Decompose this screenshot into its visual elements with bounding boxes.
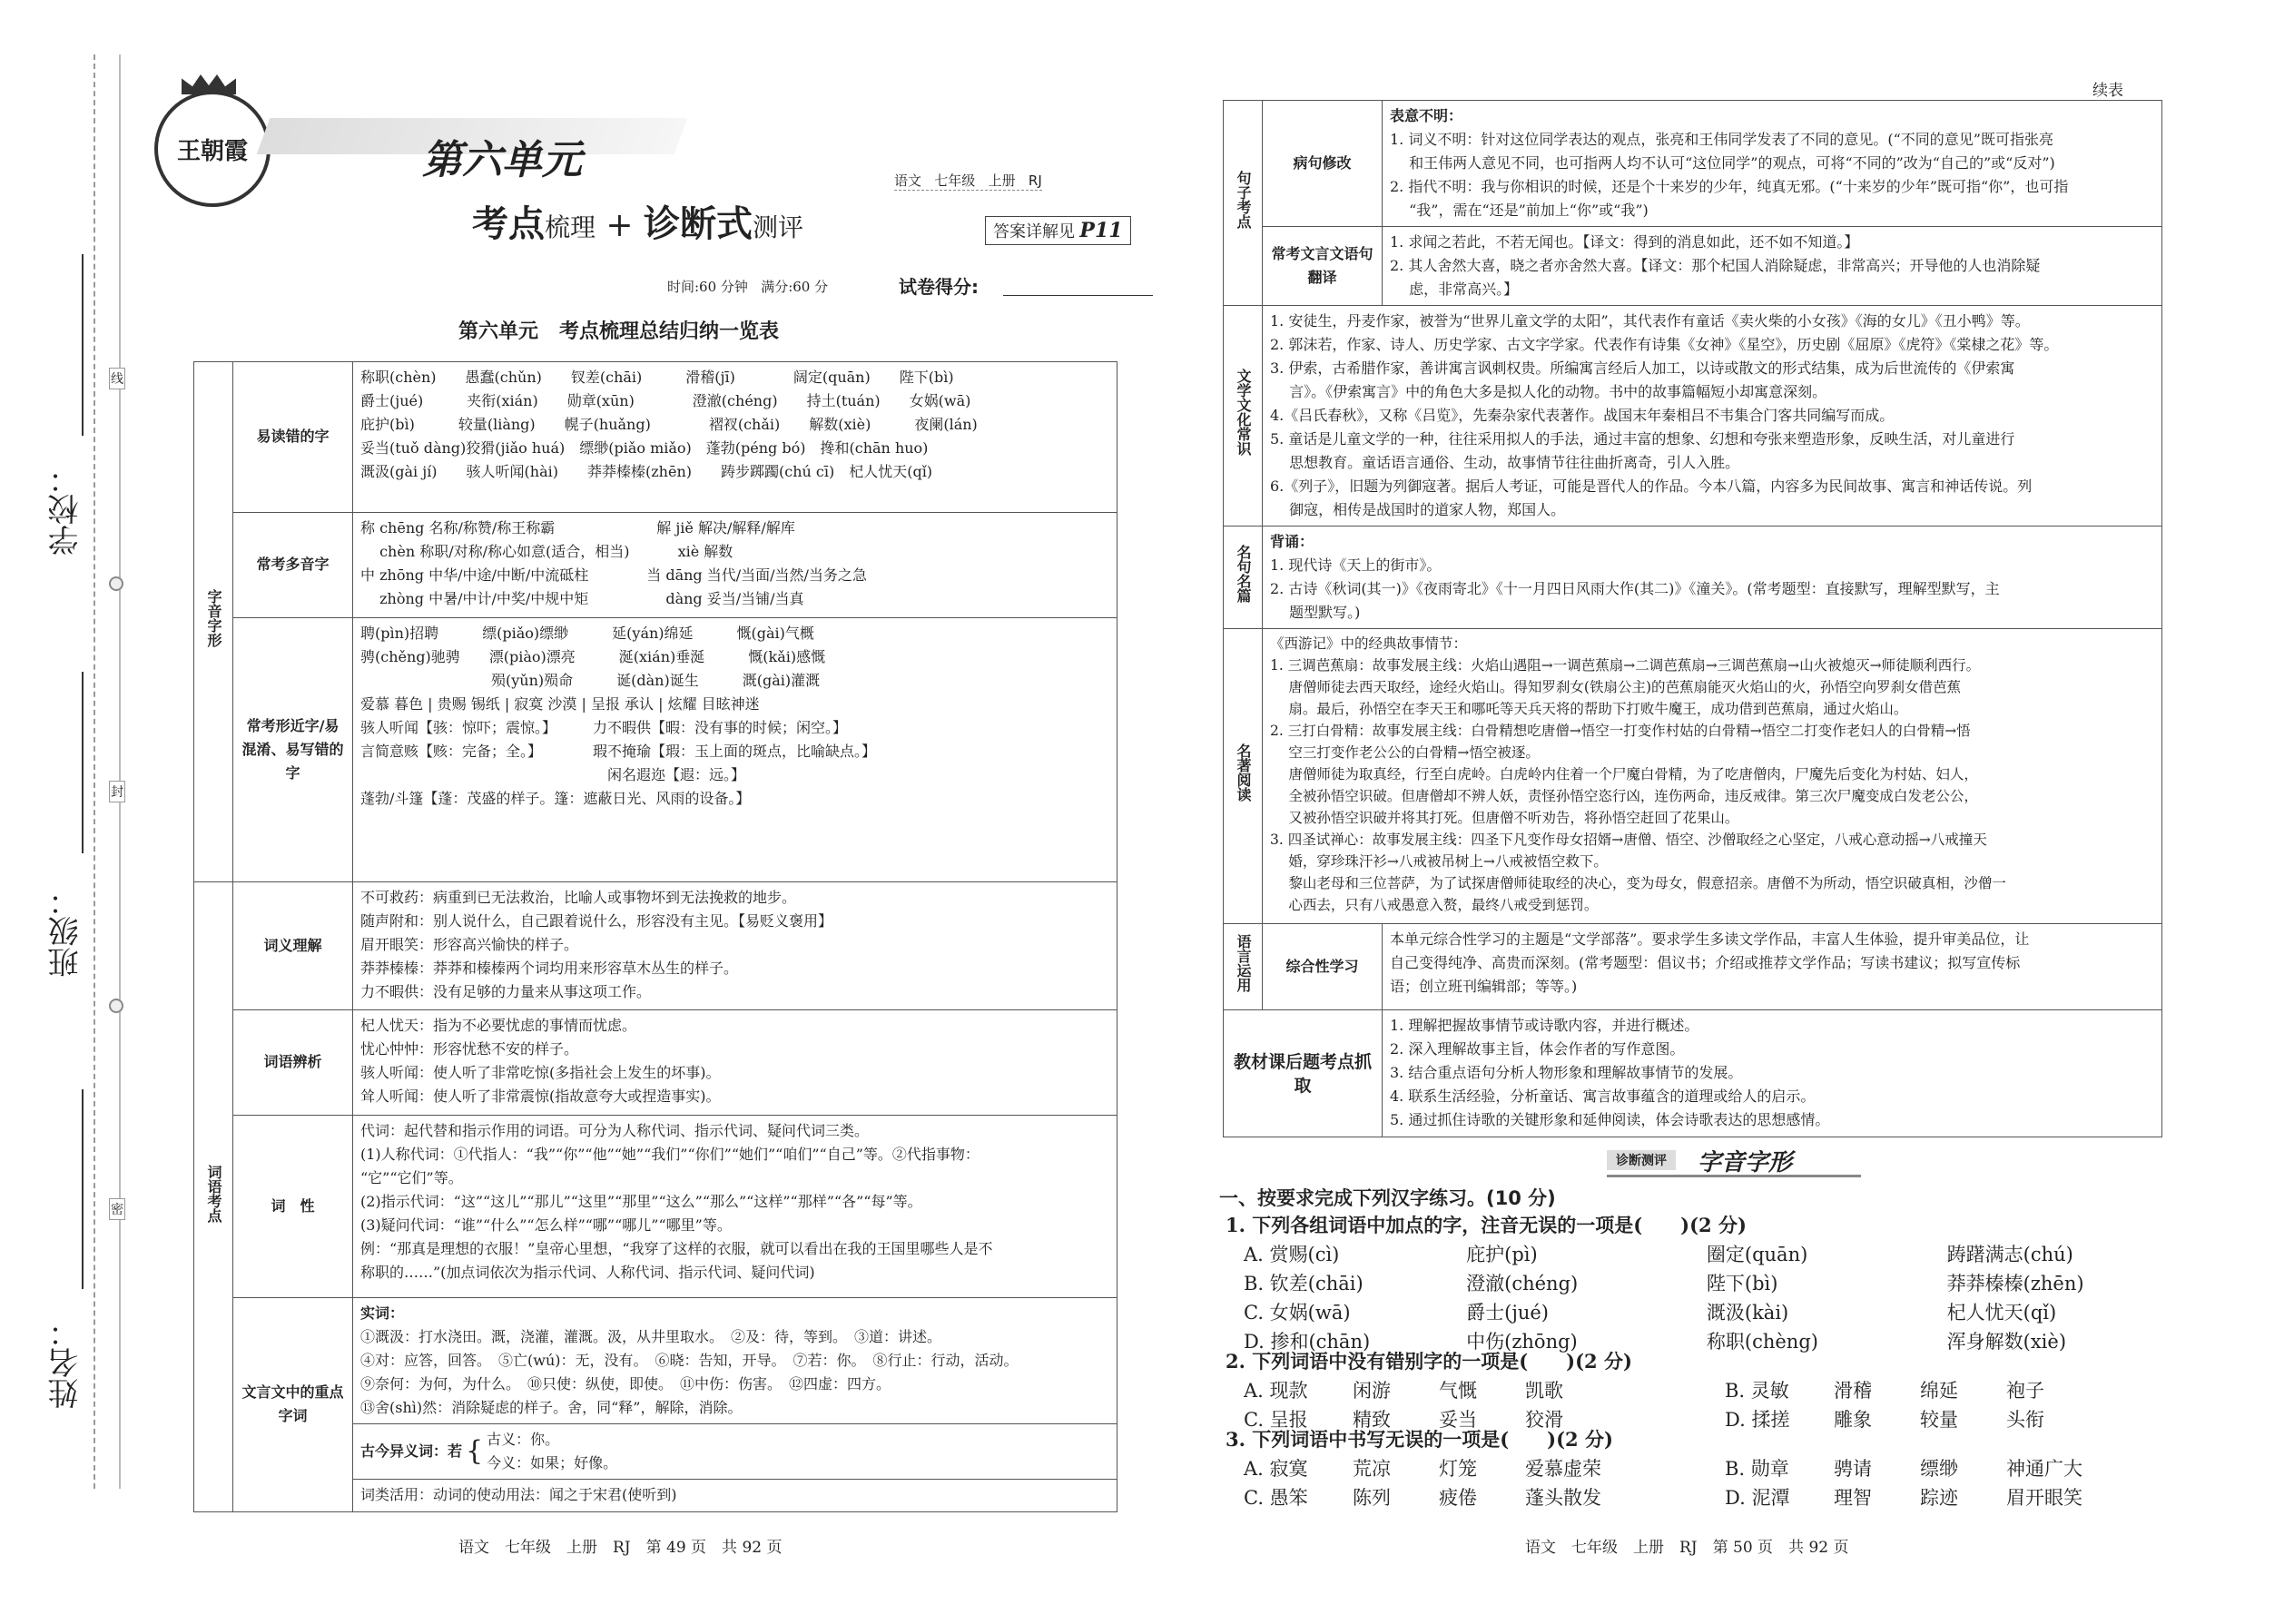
cat-mingju: 名句名篇 (1224, 527, 1263, 629)
time-line: 时间:60 分钟 满分:60 分 (667, 279, 829, 295)
footer-right: 语文 七年级 上册 RJ 第 50 页 共 92 页 (1525, 1539, 1849, 1557)
option-term: A. 现款 (1244, 1380, 1308, 1402)
polyphone-list: 称 chēng 名称/称赞/称王称霸 解 jiě 解决/解释/解库 chèn 称职/对称/称心如意(适合，相当) xiè 解数 中 zhōng 中华/中途/中断/中流砥柱 当 dāng 当代/当面/当然/当务之急 zhòng 中暑/中计/中奖/中规中矩 dàng 妥当/当铺/当真 (353, 512, 1117, 617)
school-underline (82, 254, 84, 436)
option-term: 蓬头散发 (1525, 1487, 1601, 1509)
option-term: 缥缈 (1920, 1458, 1958, 1480)
option-term: D. 泥潭 (1725, 1487, 1790, 1509)
option-term: 莽莽榛榛(zhēn) (1946, 1273, 2084, 1294)
binding-line-inner (119, 54, 121, 1489)
option-q1_opts-1[interactable] (1226, 1269, 2161, 1298)
option-term: 疲倦 (1439, 1487, 1477, 1509)
option-term: 陛下(bì) (1706, 1273, 1778, 1294)
option-term: C. 女娲(wā) (1244, 1302, 1351, 1324)
option-term: 杞人忧天(qǐ) (1946, 1302, 2057, 1324)
summary-table-left (193, 361, 1117, 1512)
option-term: 溉汲(kài) (1706, 1302, 1789, 1324)
option-term: 庇护(pì) (1466, 1244, 1538, 1265)
logo-text: 王朝霞 (176, 137, 248, 165)
option-q1_opts-2[interactable] (1226, 1298, 2161, 1327)
binding-line-outer (94, 54, 95, 1489)
option-q3_opts-0[interactable] (1244, 1454, 1725, 1483)
logo-crown (182, 74, 236, 94)
bing-list: 表意不明： 1. 词义不明：针对这位同学表达的观点，张亮和王伟同学发表了不同的意见。(“不同的意见”既可指张亮 和王伟两人意见不同，也可指两人均不认可“这位同学”的观点，可将“不同的”改为“自己的”或“反对”) 2. 指代不明：我与你相识的时候，还是个十来岁的少年，纯真无邪。(“十来岁的少年”既可指“你”，也可指 “我”，需在“还是”前加上“你”或“我”) (1383, 101, 2162, 227)
similar-chars-list: 聘(pìn)招聘 缥(piǎo)缥缈 延(yán)绵延 慨(gài)气概 骋(chěng)驰骋 漂(piào)漂亮 涎(xián)垂涎 慨(kǎi)感慨 殒(yǔn)殒命 诞(dàn)诞生 溉(gài)灌溉 爱慕 暮色 | 贵赐 锡纸 | 寂寞 沙漠 | 呈报 承认 | 炫耀 目眩神迷 骇人听闻【骇：惊吓；震惊。】 力不暇供【暇：没有事的时候；闲空。】 言简意赅【赅：完备；全。】 瑕不掩瑜【瑕：玉上面的斑点，比喻缺点。】 闲名遐迩【遐：远。】 蓬勃/斗篷【蓬：茂盛的样子。篷：遮蔽日光、风雨的设备。】 (353, 617, 1117, 882)
sub-similar-chars: 常考形近字/易混淆、易写错的字 (233, 617, 353, 882)
option-term: 理智 (1834, 1487, 1872, 1509)
classical-list: 实词： ①溉汲：打水浇田。溉，浇灌，灌溉。汲，从井里取水。 ②及：待，等到。 ③道：讲述。 ④对：应答，回答。 ⑤亡(wú)：无，没有。 ⑥晓：告知，开导。 ⑦若：你。 ⑧行止：行动，活动。 ⑨奈何：为何，为什么。 ⑩只使：纵使，即使。 ⑪中伤：伤害。 ⑫四虚：四方。 ⑬舍(shì)然：消除疑虑的样子。舍，同“释”，解除，消除。 古今异义词：若 { 古义：你。 今义：如果；好像。 词类活用：动词的使动用法：闻之于宋君(使听到) (353, 1297, 1117, 1511)
option-term: 陈列 (1353, 1487, 1391, 1509)
cat-ci: 词语考点 (194, 882, 233, 1512)
sub-bing: 病句修改 (1263, 101, 1383, 227)
answer-ref (985, 216, 1131, 245)
option-term: 浑身解数(xiè) (1946, 1331, 2067, 1353)
option-term: B. 灵敏 (1725, 1380, 1789, 1402)
option-pair-q3_opts-0 (1226, 1454, 2161, 1483)
wenxue-list: 1. 安徒生，丹麦作家，被誉为“世界儿童文学的太阳”，其代表作有童话《卖火柴的小女孩》《海的女儿》《丑小鸭》等。 2. 郭沫若，作家、诗人、历史学家、古文字学家。代表作有诗集《女神》《星空》，历史剧《屈原》《虎符》《棠棣之花》等。 3. 伊索，古希腊作家，善讲寓言讽刺权贵。所编寓言经后人加工，以诗或散文的形式结集，成为后世流传的《伊索寓 言》。《伊索寓言》中的角色大多是拟人化的动物。书中的故事篇幅短小却寓意深刻。 4.《吕氏春秋》，又称《吕览》，先秦杂家代表著作。战国末年秦相吕不韦集合门客共同编写而成。 5. 童话是儿童文学的一种，往往采用拟人的手法，通过丰富的想象、幻想和夸张来塑造形象，反映生活，对儿童进行 思想教育。童话语言通俗、生动，故事情节往往曲折离奇，引人入胜。 6.《列子》，旧题为列御寇著。据后人考证，可能是晋代人的作品。今本八篇，内容多为民间故事、寓言和神话传说。列 御寇，相传是战国时的道家人物，郑国人。 (1263, 306, 2162, 527)
option-term: 荒凉 (1353, 1458, 1391, 1480)
option-term: 踪迹 (1920, 1487, 1958, 1509)
score-blank (1003, 295, 1153, 296)
easy-misread-list: 称职(chèn) 愚蠢(chǔn) 钗差(chāi) 滑稽(jī) 阔定(quān) 陛下(bì) 爵士(jué) 夹衔(xián) 勋章(xūn) 澄澈(chéng) 持土(tuán) 女娲(wā) 庇护(bì) 较量(liàng) 幌子(huǎng) 褶衩(chǎi) 解数(xiè) 夜阑(lán) 妥当(tuǒ dàng)狡猾(jiǎo huá) 缥缈(piǎo miǎo) 蓬勃(péng bó) 搀和(chān huo) 溉汲(gài jí) 骇人听闻(hài) 莽莽榛榛(zhēn) 踌步踯躅(chú cī) 杞人忧天(qǐ) (353, 362, 1117, 513)
mingju-list: 背诵： 1. 现代诗《天上的街市》。 2. 古诗《秋词(其一)》《夜雨寄北》《十一月四日风雨大作(其二)》《潼关》。(常考题型：直接默写，理解型默写，主 题型默写。) (1263, 527, 2162, 629)
cat-yuyan: 语言运用 (1224, 924, 1263, 1010)
gujin-label: 古今异义词：若 (360, 1442, 463, 1460)
option-term: D. 掺和(chān) (1244, 1331, 1371, 1353)
sub-zonghe: 综合性学习 (1263, 924, 1383, 1010)
option-pair-q3_opts-2 (1226, 1483, 2161, 1512)
sub-polyphone: 常考多音字 (233, 512, 353, 617)
option-term: 绵延 (1920, 1380, 1958, 1402)
sub-meaning: 词义理解 (233, 882, 353, 1010)
seal-mark-1: 线 (109, 368, 125, 389)
option-term: 称职(chèng) (1706, 1331, 1818, 1353)
option-term: B. 勋章 (1725, 1458, 1789, 1480)
huoyong: 词类活用：动词的使动用法：闻之于宋君(使听到) (353, 1479, 1117, 1511)
distinguish-list: 杞人忧天：指为不必要忧虑的事情而忧虑。 忧心忡忡：形容忧愁不安的样子。 骇人听闻：使人听了非常吃惊(多指社会上发生的坏事)。 耸人听闻：使人听了非常震惊(指故意夸大或捏造事实)。 (353, 1009, 1117, 1115)
sub-wenyan: 常考文言文语句翻译 (1263, 227, 1383, 306)
option-q3_opts-1[interactable] (1725, 1454, 2161, 1483)
subtitle-plus: + (605, 207, 634, 244)
question-3: 3. 下列词语中书写无误的一项是( )(2 分) A. 寂寞 荒凉 灯笼 爱慕虚荣 B. 勋章 骋请 缥缈 神通广大 C. 愚笨 陈列 疲倦 蓬头散发 D. 泥潭 理智 踪迹 眉开眼笑 (1226, 1425, 2161, 1512)
name-label: 姓名： (48, 1316, 84, 1409)
option-term: 凯歌 (1525, 1380, 1563, 1402)
option-term: A. 赏赐(cì) (1244, 1244, 1340, 1265)
option-term: 爱慕虚荣 (1525, 1458, 1601, 1480)
wenyan-list: 1. 求闻之若此，不若无闻也。【译文：得到的消息如此，还不如不知道。】 2. 其人舍然大喜，晓之者亦舍然大喜。【译文：那个杞国人消除疑虑，非常高兴；开导他的人也消除疑 虑，非常高兴。】 (1383, 227, 2162, 306)
unit-title: 第六单元 (422, 137, 582, 183)
answer-ref-label: 答案详解见 (993, 222, 1075, 241)
option-term: 滑稽 (1834, 1380, 1872, 1402)
subtitle-c: 诊断式 (644, 203, 753, 245)
class-label: 班级： (48, 885, 84, 978)
sub-distinguish: 词语辨析 (233, 1009, 353, 1115)
cat-zi: 字音字形 (194, 362, 233, 882)
table-title: 第六单元 考点梳理总结归纳一览表 (458, 320, 779, 343)
cat-wenxue: 文学文化常识 (1224, 306, 1263, 527)
logo (154, 91, 271, 207)
option-q1_opts-0[interactable] (1226, 1240, 2161, 1269)
subtitle (472, 195, 803, 247)
option-term: 踌躇满志(chú) (1946, 1244, 2073, 1265)
option-term: C. 愚笨 (1244, 1487, 1308, 1509)
subtitle-d: 测评 (753, 212, 804, 242)
option-term: 头衔 (2006, 1409, 2044, 1431)
binding-hole-2 (109, 999, 123, 1013)
option-term: A. 寂寞 (1244, 1458, 1308, 1480)
option-term: 狡滑 (1525, 1409, 1563, 1431)
option-term: C. 呈报 (1244, 1409, 1308, 1431)
option-term: 澄澈(chéng) (1466, 1273, 1579, 1294)
question-1: 1. 下列各组词语中加点的字，注音无误的一项是( )(2 分) A. 赏赐(cì) 庇护(pì) 圈定(quān) 踌躇满志(chú) B. 钦差(chāi) 澄澈(chéng) 陛下(bì) 莽莽榛榛(zhēn) C. 女娲(wā) 爵士(jué) 溉汲(kài) 杞人忧天(qǐ) D. 掺和(chān) 中伤(zhōng) 称职(chèng) 浑身解数(xiè) (1226, 1211, 2161, 1356)
seal-mark-2: 封 (109, 781, 125, 802)
option-pair-q2_opts-0 (1226, 1376, 2161, 1405)
summary-table-right (1223, 100, 2162, 1128)
sub-pos: 词 性 (233, 1115, 353, 1297)
subtitle-a: 考点 (472, 203, 545, 245)
banner-big: 字音字形 (1698, 1148, 1793, 1176)
option-term: 骋请 (1834, 1458, 1872, 1480)
option-term: 袍子 (2006, 1380, 2044, 1402)
option-term: 爵士(jué) (1466, 1302, 1549, 1324)
score-label: 试卷得分: (899, 276, 979, 298)
option-q3_opts-2[interactable] (1244, 1483, 1725, 1512)
option-term: D. 揉搓 (1725, 1409, 1790, 1431)
sub-classical: 文言文中的重点字词 (233, 1297, 353, 1511)
subtitle-b: 梳理 (545, 212, 596, 242)
option-term: 灯笼 (1439, 1458, 1477, 1480)
option-term: 圈定(quān) (1706, 1244, 1808, 1265)
option-term: B. 钦差(chāi) (1244, 1273, 1364, 1294)
banner-small: 诊断测评 (1607, 1150, 1676, 1170)
test-section-heading: 一、按要求完成下列汉字练习。(10 分) (1219, 1187, 1556, 1209)
cat-mingzhu: 名著阅读 (1224, 629, 1263, 924)
footer-left: 语文 七年级 上册 RJ 第 49 页 共 92 页 (458, 1539, 783, 1557)
binding-hole-1 (109, 576, 123, 591)
option-term: 闲游 (1353, 1380, 1391, 1402)
grade-tags: 语文 七年级 上册 RJ (894, 172, 1042, 189)
option-term: 妥当 (1439, 1409, 1477, 1431)
test-banner (1607, 1146, 1861, 1177)
option-term: 眉开眼笑 (2006, 1487, 2082, 1509)
seal-mark-3: 密 (109, 1198, 125, 1220)
answer-ref-page: P11 (1079, 219, 1123, 242)
class-underline (82, 672, 84, 853)
mingzhu-list: 《西游记》中的经典故事情节： 1. 三调芭蕉扇：故事发展主线：火焰山遇阻→一调芭蕉扇→二调芭蕉扇→三调芭蕉扇→山火被熄灭→师徒顺利西行。 唐僧师徒去西天取经，途经火焰山。得知罗刹女(铁扇公主)的芭蕉扇能灭火焰山的火，孙悟空向罗刹女借芭蕉 扇。最后，孙悟空在李天王和哪吒等天兵天将的帮助下打败牛魔王，成功借到芭蕉扇，通过火焰山。 2. 三打白骨精：故事发展主线：白骨精想吃唐僧→悟空一打变作村姑的白骨精→悟空二打变作老妇人的白骨精→悟 空三打变作老公公的白骨精→悟空被逐。 唐僧师徒为取真经，行至白虎岭。白虎岭内住着一个尸魔白骨精，为了吃唐僧肉，尸魔先后变化为村姑、妇人， 全被孙悟空识破。但唐僧却不辨人妖，责怪孙悟空恣行凶，连伤两命，违反戒律。第三次尸魔变成白发老公公， 又被孙悟空识破并将其打死。但唐僧不听劝告，将孙悟空赶回了花果山。 3. 四圣试禅心：故事发展主线：四圣下凡变作母女招婿→唐僧、悟空、沙僧取经之心坚定，八戒心意动摇→八戒撞天 婚，穿珍珠汗衫→八戒被吊树上→八戒被悟空救下。 黎山老母和三位菩萨，为了试探唐僧师徒取经的决心，变为母女，假意招亲。唐僧不为所动，悟空识破真相，沙僧一 心西去，只有八戒愚意入赘，最终八戒受到惩罚。 (1263, 629, 2162, 924)
jiaocai-list: 1. 理解把握故事情节或诗歌内容，并进行概述。 2. 深入理解故事主旨，体会作者的写作意图。 3. 结合重点语句分析人物形象和理解故事情节的发展。 4. 联系生活经验，分析童话、寓言故事蕴含的道理或给人的启示。 5. 通过抓住诗歌的关键形象和延伸阅读，体会诗歌表达的思想感情。 (1383, 1010, 2162, 1137)
option-q3_opts-3[interactable] (1725, 1483, 2161, 1512)
option-q2_opts-0[interactable] (1244, 1376, 1725, 1405)
cat-bing: 句子考点 (1224, 101, 1263, 306)
option-term: 神通广大 (2006, 1458, 2082, 1480)
option-term: 雕象 (1834, 1409, 1872, 1431)
continued-label: 续表 (2092, 82, 2123, 100)
meaning-list: 不可救药：病重到已无法救治，比喻人或事物坏到无法挽救的地步。 随声附和：别人说什么，自己跟着说什么，形容没有主见。【易贬义褒用】 眉开眼笑：形容高兴愉快的样子。 莽莽榛榛：莽莽和榛榛两个词均用来形容草木丛生的样子。 力不暇供：没有足够的力量来从事这项工作。 (353, 882, 1117, 1010)
school-label: 学校： (48, 463, 84, 556)
zonghe-list: 本单元综合性学习的主题是“文学部落”。要求学生多读文学作品，丰富人生体验，提升审美品位，让 自己变得纯净、高贵而深刻。(常考题型：倡议书；介绍或推荐文学作品；写读书建议；拟写宣传标 语；创立班刊编辑部；等等。) (1383, 924, 2162, 1010)
option-term: 较量 (1920, 1409, 1958, 1431)
sub-jiaocai: 教材课后题考点抓取 (1224, 1010, 1383, 1137)
option-q2_opts-1[interactable] (1725, 1376, 2161, 1405)
pos-list: 代词：起代替和指示作用的词语。可分为人称代词、指示代词、疑问代词三类。 (1)人称代词：①代指人：“我”“你”“他”“她”“我们”“你们”“她们”“咱们”“自己”等。②代指事物： “它”“它们”等。 (2)指示代词：“这”“这儿”“那儿”“这里”“那里”“这么”“那么”“这样”“那样”“各”“每”等。 (3)疑问代词：“谁”“什么”“怎么样”“哪”“哪儿”“哪里”等。 例：“那真是理想的衣服！”皇帝心里想，“我穿了这样的衣服，就可以看出在我的王国里哪些人是不 称职的……”(加点词依次为指示代词、人称代词、指示代词、疑问代词) (353, 1115, 1117, 1297)
sub-easy-misread: 易读错的字 (233, 362, 353, 513)
name-underline (82, 1089, 84, 1289)
option-term: 气慨 (1439, 1380, 1477, 1402)
option-term: 中伤(zhōng) (1466, 1331, 1578, 1353)
option-term: 精致 (1353, 1409, 1391, 1431)
question-2: 2. 下列词语中没有错别字的一项是( )(2 分) A. 现款 闲游 气慨 凯歌 B. 灵敏 滑稽 绵延 袍子 C. 呈报 精致 妥当 狡滑 D. 揉搓 雕象 较量 头衔 (1226, 1347, 2161, 1434)
